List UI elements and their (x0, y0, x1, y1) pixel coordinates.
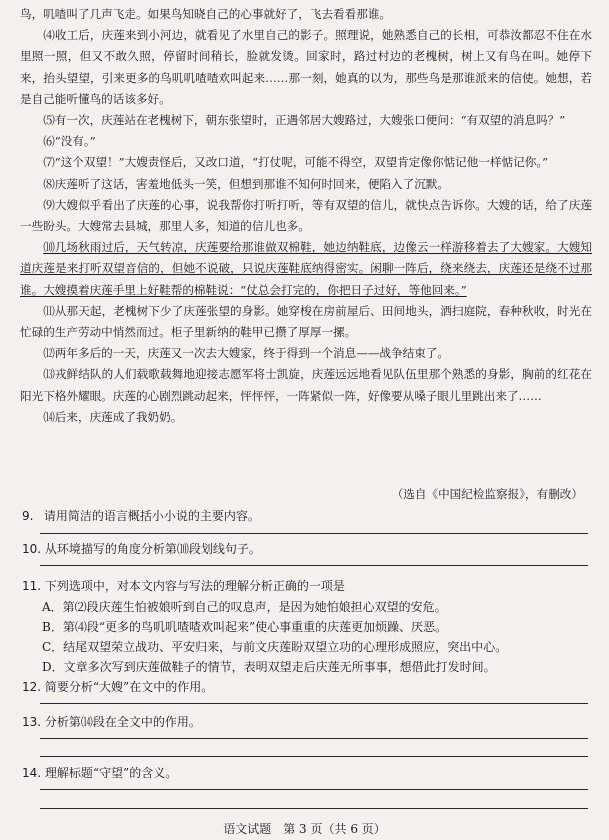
question-text: 分析第⒁段在全文中的作用。 (44, 715, 201, 729)
question-13 (22, 712, 584, 733)
passage-paragraph: ⑸有一次，庆莲站在老槐树下，朝东张望时，正遇邻居大嫂路过，大嫂张口便问：“有双望的消息吗？” (43, 113, 566, 128)
question-number: 9. (22, 509, 34, 523)
answer-line[interactable] (40, 703, 588, 704)
question-text: 简要分析“大嫂”在文中的作用。 (44, 680, 214, 694)
answer-line[interactable] (40, 808, 588, 809)
option-d[interactable]: D．文章多次写到庆莲做鞋子的情节，表明双望走后庆莲无所事事，想借此打发时间。 (42, 660, 496, 674)
question-10 (22, 539, 584, 560)
passage-source: （选自《中国纪检监察报》，有删改） (391, 487, 583, 501)
answer-line[interactable] (40, 756, 588, 757)
question-text: 从环境描写的角度分析第⑽段划线句子。 (44, 542, 261, 556)
question-number: 13. (22, 715, 42, 729)
passage-paragraph: ⒁后来，庆莲成了我奶奶。 (43, 409, 183, 424)
question-number: 14. (22, 766, 42, 780)
question-9 (22, 506, 584, 527)
question-text: 下列选项中，对本文内容与写法的理解分析正确的一项是 (44, 579, 345, 593)
question-number: 11. (22, 579, 42, 593)
question-text: 理解标题“守望”的含义。 (44, 766, 178, 780)
question-number: 12. (22, 680, 42, 694)
option-a[interactable]: A．第⑵段庆莲生怕被娘听到自己的叹息声，是因为她怕娘担心双望的安危。 (42, 600, 447, 614)
passage-paragraph: ⑻庆莲听了这话，害羞地低头一笑，但想到那谁不知何时回来，便陷入了沉默。 (43, 176, 449, 191)
answer-line[interactable] (40, 533, 588, 534)
question-text: 请用简洁的语言概括小小说的主要内容。 (43, 509, 260, 523)
question-12 (22, 677, 584, 698)
answer-line[interactable] (40, 738, 588, 739)
option-c[interactable]: C．结尾双望荣立战功、平安归来，与前文庆莲盼双望立功的心理形成照应，突出中心。 (42, 640, 508, 654)
reading-passage (20, 4, 592, 428)
passage-paragraph: ⒀戎鲜结队的人们载歌载舞地迎接志愿军将士凯旋，庆莲远远地看见队伍里那个熟悉的身影，胸前的红花在阳光下格外耀眼。庆莲的心剧烈跳动起来，怦怦怦，一阵紧似一阵，好像要从嗓子眼儿里跳出来了…… (20, 367, 592, 403)
passage-paragraph: ⑼大嫂似乎看出了庆莲的心事，说我帮你打听打听，等有双望的信儿，就快点告诉你。大嫂的话，给了庆莲一些盼头。大嫂常去县城，那里人多，知道的信儿也多。 (20, 197, 592, 234)
passage-paragraph: ⑾从那天起，老槐树下少了庆莲张望的身影。她穿梭在房前屋后、田间地头，洒扫庭院，春种秋收，时光在忙碌的生产劳动中悄然而过。柜子里新纳的鞋甲已攒了厚厚一摞。 (20, 303, 592, 340)
option-b[interactable]: B．第⑷段“更多的鸟叽叽喳喳欢叫起来”使心事重重的庆莲更加烦躁、厌恶。 (42, 620, 448, 634)
question-number: 10. (22, 542, 42, 556)
passage-paragraph: 鸟，叽喳叫了几声飞走。如果鸟知晓自己的心事就好了，飞去看看那谁。 (20, 7, 392, 21)
passage-paragraph: ⑿两年多后的一天，庆莲又一次去大嫂家，终于得到一个消息——战争结束了。 (43, 346, 449, 361)
answer-line[interactable] (40, 789, 588, 790)
passage-paragraph: ⑹“没有。” (43, 134, 96, 149)
passage-paragraph: ⑷收工后，庆莲来到小河边，就看见了水里自己的影子。照理说，她熟悉自己的长相，可恭汝都忍不住在水里照一照，但又不敢久照，停留时间稍长，脸就发烫。回家时，路过村边的老槐树，树上又有鸟在叫。她停下来，抬头望望，引来更多的鸟叽叽喳喳欢叫起来……那一刻，她真的以为，那些鸟是那谁派来的信使。她想，若是自己能听懂鸟的话该多好。 (20, 28, 592, 106)
passage-paragraph-underlined: ⑽几场秋雨过后，天气转凉，庆莲要给那谁做双棉鞋，她边纳鞋底，边像云一样游移着去了大嫂家。大嫂知道庆莲是来打听双望音信的，但她不说破，只说庆莲鞋底纳得密实。闲聊一阵后，绕来绕去，庆莲还是绕不过那谁。大嫂摸着庆莲手里上好鞋帮的棉鞋说：“仗总会打完的，你把日子过好，等他回来。” (20, 240, 592, 297)
answer-line[interactable] (40, 565, 588, 566)
question-14 (22, 763, 584, 784)
question-11 (22, 576, 584, 597)
passage-paragraph: ⑺“这个双望！”大嫂责怪后，又改口道，“打仗呢，可能不得空，双望肯定像你惦记他一样惦记你。” (43, 155, 549, 170)
page-footer: 语文试题 第 3 页（共 6 页） (223, 822, 386, 836)
